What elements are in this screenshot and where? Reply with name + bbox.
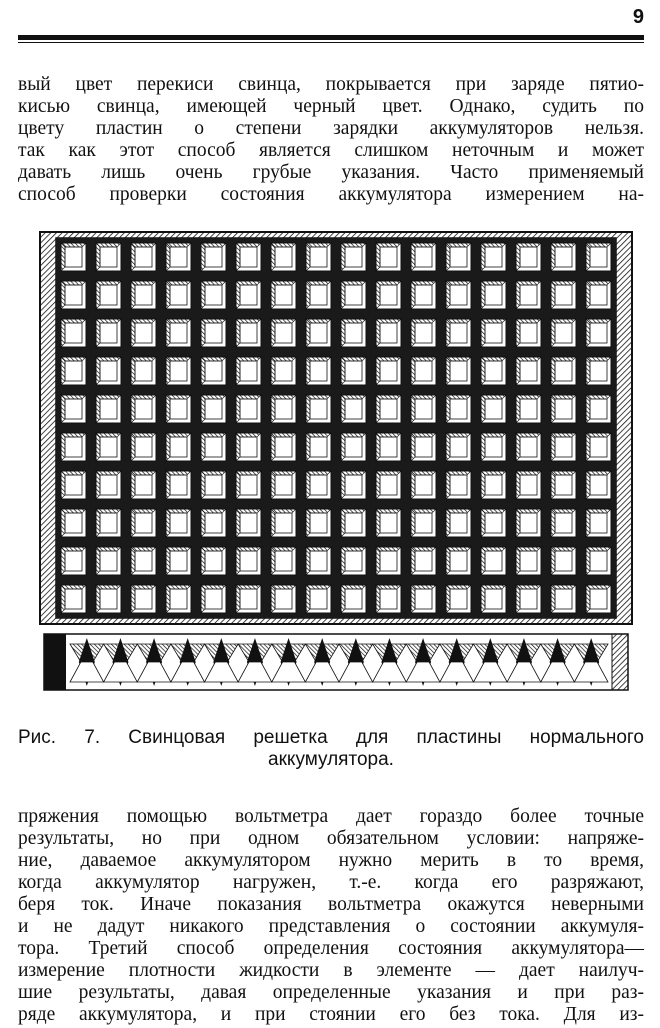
- grid-bevel: [166, 433, 170, 461]
- paragraph-bottom: [18, 806, 644, 1026]
- text-line: давать лишь очень грубые указания. Часто применяемый: [18, 162, 644, 183]
- grid-bevel: [376, 243, 380, 271]
- grid-bevel: [271, 357, 275, 385]
- grid-bevel: [201, 585, 205, 613]
- grid-bevel: [376, 433, 380, 461]
- grid-bevel: [551, 433, 555, 461]
- grid-bevel: [586, 509, 590, 537]
- grid-bevel: [166, 471, 170, 499]
- grid-bevel: [551, 509, 555, 537]
- grid-bevel: [481, 471, 485, 499]
- grid-bevel: [166, 357, 170, 385]
- grid-bevel: [446, 243, 450, 271]
- grid-bevel: [446, 509, 450, 537]
- grid-bevel: [586, 395, 590, 423]
- grid-bevel: [131, 281, 135, 309]
- grid-bevel: [271, 243, 275, 271]
- grid-bevel: [516, 471, 520, 499]
- grid-bevel: [411, 357, 415, 385]
- grid-bevel: [201, 433, 205, 461]
- grid-bevel: [446, 281, 450, 309]
- grid-bevel: [201, 319, 205, 347]
- grid-bevel: [61, 509, 65, 537]
- grid-bevel: [376, 319, 380, 347]
- grid-bevel: [341, 509, 345, 537]
- grid-bevel: [131, 243, 135, 271]
- grid-bevel: [306, 509, 310, 537]
- grid-bevel: [201, 395, 205, 423]
- grid-bevel: [96, 509, 100, 537]
- grid-bevel: [586, 243, 590, 271]
- grid-bevel: [61, 319, 65, 347]
- grid-bevel: [271, 547, 275, 575]
- lug-strip-end: [44, 634, 66, 690]
- grid-bevel: [61, 281, 65, 309]
- text-line: ряде аккумулятора, и при стоянии его без тока. Для из-: [18, 1004, 644, 1025]
- grid-bevel: [201, 243, 205, 271]
- paragraph-top: [18, 74, 644, 206]
- text-line: кисью свинца, имеющей черный цвет. Однако, судить по: [18, 96, 644, 117]
- caption-line: аккумулятора.: [268, 749, 394, 770]
- grid-bevel: [341, 357, 345, 385]
- grid-bevel: [131, 547, 135, 575]
- grid-bevel: [131, 509, 135, 537]
- grid-bevel: [376, 547, 380, 575]
- grid-bevel: [446, 319, 450, 347]
- grid-bevel: [271, 509, 275, 537]
- grid-bevel: [166, 395, 170, 423]
- grid-bevel: [96, 319, 100, 347]
- page-number: 9: [632, 6, 644, 28]
- grid-bevel: [236, 281, 240, 309]
- grid-bevel: [551, 547, 555, 575]
- grid-bevel: [341, 433, 345, 461]
- grid-bevel: [166, 281, 170, 309]
- grid-bevel: [481, 547, 485, 575]
- grid-bevel: [411, 433, 415, 461]
- grid-bevel: [446, 585, 450, 613]
- grid-bevel: [61, 395, 65, 423]
- grid-bevel: [551, 395, 555, 423]
- grid-bevel: [411, 585, 415, 613]
- grid-bevel: [446, 433, 450, 461]
- text-line: цвету пластин о степени зарядки аккумуляторов нельзя.: [18, 118, 644, 139]
- grid-bevel: [481, 319, 485, 347]
- text-line: когда аккумулятор нагружен, т.-е. когда его разряжают,: [18, 872, 644, 893]
- grid-bevel: [61, 243, 65, 271]
- grid-bevel: [306, 357, 310, 385]
- grid-bevel: [96, 547, 100, 575]
- grid-bevel: [306, 395, 310, 423]
- grid-bevel: [166, 319, 170, 347]
- grid-bevel: [341, 281, 345, 309]
- grid-bevel: [516, 433, 520, 461]
- header-rule-thin: [18, 42, 644, 43]
- grid-bevel: [376, 509, 380, 537]
- grid-bevel: [586, 357, 590, 385]
- grid-bevel: [446, 395, 450, 423]
- grid-bevel: [306, 281, 310, 309]
- grid-bevel: [61, 547, 65, 575]
- grid-bevel: [481, 585, 485, 613]
- grid-bevel: [271, 319, 275, 347]
- grid-bevel: [236, 395, 240, 423]
- grid-bevel: [586, 281, 590, 309]
- grid-bevel: [131, 433, 135, 461]
- text-line: беря ток. Иначе показания вольтметра окажутся неверными: [18, 894, 644, 915]
- grid-bevel: [236, 471, 240, 499]
- grid-bevel: [236, 585, 240, 613]
- grid-bevel: [306, 319, 310, 347]
- grid-bevel: [411, 319, 415, 347]
- figure-caption: [18, 727, 644, 771]
- grid-bevel: [236, 243, 240, 271]
- text-line: вый цвет перекиси свинца, покрывается при заряде пятио-: [18, 74, 644, 95]
- grid-bevel: [96, 281, 100, 309]
- grid-bevel: [96, 395, 100, 423]
- lead-grid-figure: [36, 230, 636, 696]
- text-line: способ проверки состояния аккумулятора измерением на-: [18, 184, 644, 205]
- grid-bevel: [271, 585, 275, 613]
- grid-bevel: [411, 509, 415, 537]
- grid-bevel: [586, 433, 590, 461]
- grid-bevel: [166, 243, 170, 271]
- grid-bevel: [481, 395, 485, 423]
- text-line: ние, даваемое аккумулятором нужно мерить в то время,: [18, 850, 644, 871]
- grid-bevel: [236, 357, 240, 385]
- grid-bevel: [131, 471, 135, 499]
- grid-bevel: [586, 471, 590, 499]
- grid-bevel: [236, 547, 240, 575]
- grid-bevel: [201, 547, 205, 575]
- grid-bevel: [551, 585, 555, 613]
- grid-bevel: [481, 357, 485, 385]
- grid-plate: [40, 232, 632, 624]
- grid-bevel: [551, 319, 555, 347]
- grid-bevel: [271, 281, 275, 309]
- grid-bevel: [61, 585, 65, 613]
- grid-bevel: [516, 547, 520, 575]
- grid-bevel: [201, 281, 205, 309]
- grid-bevel: [271, 395, 275, 423]
- grid-bevel: [201, 357, 205, 385]
- caption-line: Рис. 7. Свинцовая решетка для пластины нормального: [18, 727, 644, 748]
- grid-bevel: [271, 433, 275, 461]
- grid-bevel: [446, 357, 450, 385]
- grid-bevel: [96, 433, 100, 461]
- grid-bevel: [551, 471, 555, 499]
- grid-bevel: [131, 395, 135, 423]
- grid-bevel: [306, 433, 310, 461]
- grid-bevel: [131, 357, 135, 385]
- grid-bevel: [516, 585, 520, 613]
- grid-bevel: [411, 395, 415, 423]
- grid-bevel: [341, 547, 345, 575]
- grid-bevel: [411, 471, 415, 499]
- grid-bevel: [551, 243, 555, 271]
- grid-bevel: [516, 243, 520, 271]
- grid-bevel: [376, 357, 380, 385]
- grid-bevel: [201, 471, 205, 499]
- text-line: так как этот способ является слишком неточным и может: [18, 140, 644, 161]
- grid-bevel: [341, 395, 345, 423]
- grid-bevel: [446, 471, 450, 499]
- grid-bevel: [481, 243, 485, 271]
- grid-bevel: [411, 281, 415, 309]
- grid-bevel: [61, 433, 65, 461]
- text-line: и не дадут никакого представления о состоянии аккумуля-: [18, 916, 644, 937]
- grid-bevel: [131, 319, 135, 347]
- grid-bevel: [306, 547, 310, 575]
- grid-bevel: [481, 281, 485, 309]
- grid-bevel: [516, 281, 520, 309]
- grid-bevel: [166, 585, 170, 613]
- text-line: шие результаты, давая определенные указания и при раз-: [18, 982, 644, 1003]
- text-line: результаты, но при одном обязательном условии: напряже-: [18, 828, 644, 849]
- grid-bevel: [131, 585, 135, 613]
- grid-bevel: [376, 281, 380, 309]
- grid-bevel: [96, 243, 100, 271]
- grid-bevel: [96, 471, 100, 499]
- text-line: тора. Третий способ определения состояния аккумулятора—: [18, 938, 644, 959]
- grid-bevel: [341, 243, 345, 271]
- grid-bevel: [411, 243, 415, 271]
- grid-bevel: [166, 547, 170, 575]
- grid-bevel: [551, 281, 555, 309]
- grid-bevel: [341, 471, 345, 499]
- grid-bevel: [61, 357, 65, 385]
- grid-bevel: [376, 395, 380, 423]
- grid-bevel: [586, 547, 590, 575]
- grid-bevel: [411, 547, 415, 575]
- grid-bevel: [516, 395, 520, 423]
- grid-bevel: [586, 585, 590, 613]
- grid-bevel: [306, 471, 310, 499]
- grid-bevel: [341, 319, 345, 347]
- grid-bevel: [306, 585, 310, 613]
- text-line: пряжения помощью вольтметра дает гораздо более точные: [18, 806, 644, 827]
- lug-strip-end: [612, 634, 628, 690]
- header-rule: [18, 35, 644, 40]
- grid-bevel: [96, 357, 100, 385]
- grid-bevel: [306, 243, 310, 271]
- grid-bevel: [236, 509, 240, 537]
- grid-bevel: [446, 547, 450, 575]
- grid-bevel: [96, 585, 100, 613]
- grid-bevel: [376, 471, 380, 499]
- grid-bevel: [586, 319, 590, 347]
- grid-bevel: [516, 357, 520, 385]
- grid-bevel: [481, 509, 485, 537]
- text-line: измерение плотности жидкости в элементе — дает наилуч-: [18, 960, 644, 981]
- grid-bevel: [236, 433, 240, 461]
- grid-bevel: [516, 509, 520, 537]
- grid-bevel: [551, 357, 555, 385]
- bottom-lug-strip: [44, 634, 628, 690]
- grid-bevel: [481, 433, 485, 461]
- grid-bevel: [236, 319, 240, 347]
- grid-bevel: [166, 509, 170, 537]
- grid-bevel: [61, 471, 65, 499]
- grid-bevel: [201, 509, 205, 537]
- grid-bevel: [516, 319, 520, 347]
- grid-bevel: [271, 471, 275, 499]
- grid-bevel: [376, 585, 380, 613]
- grid-bevel: [341, 585, 345, 613]
